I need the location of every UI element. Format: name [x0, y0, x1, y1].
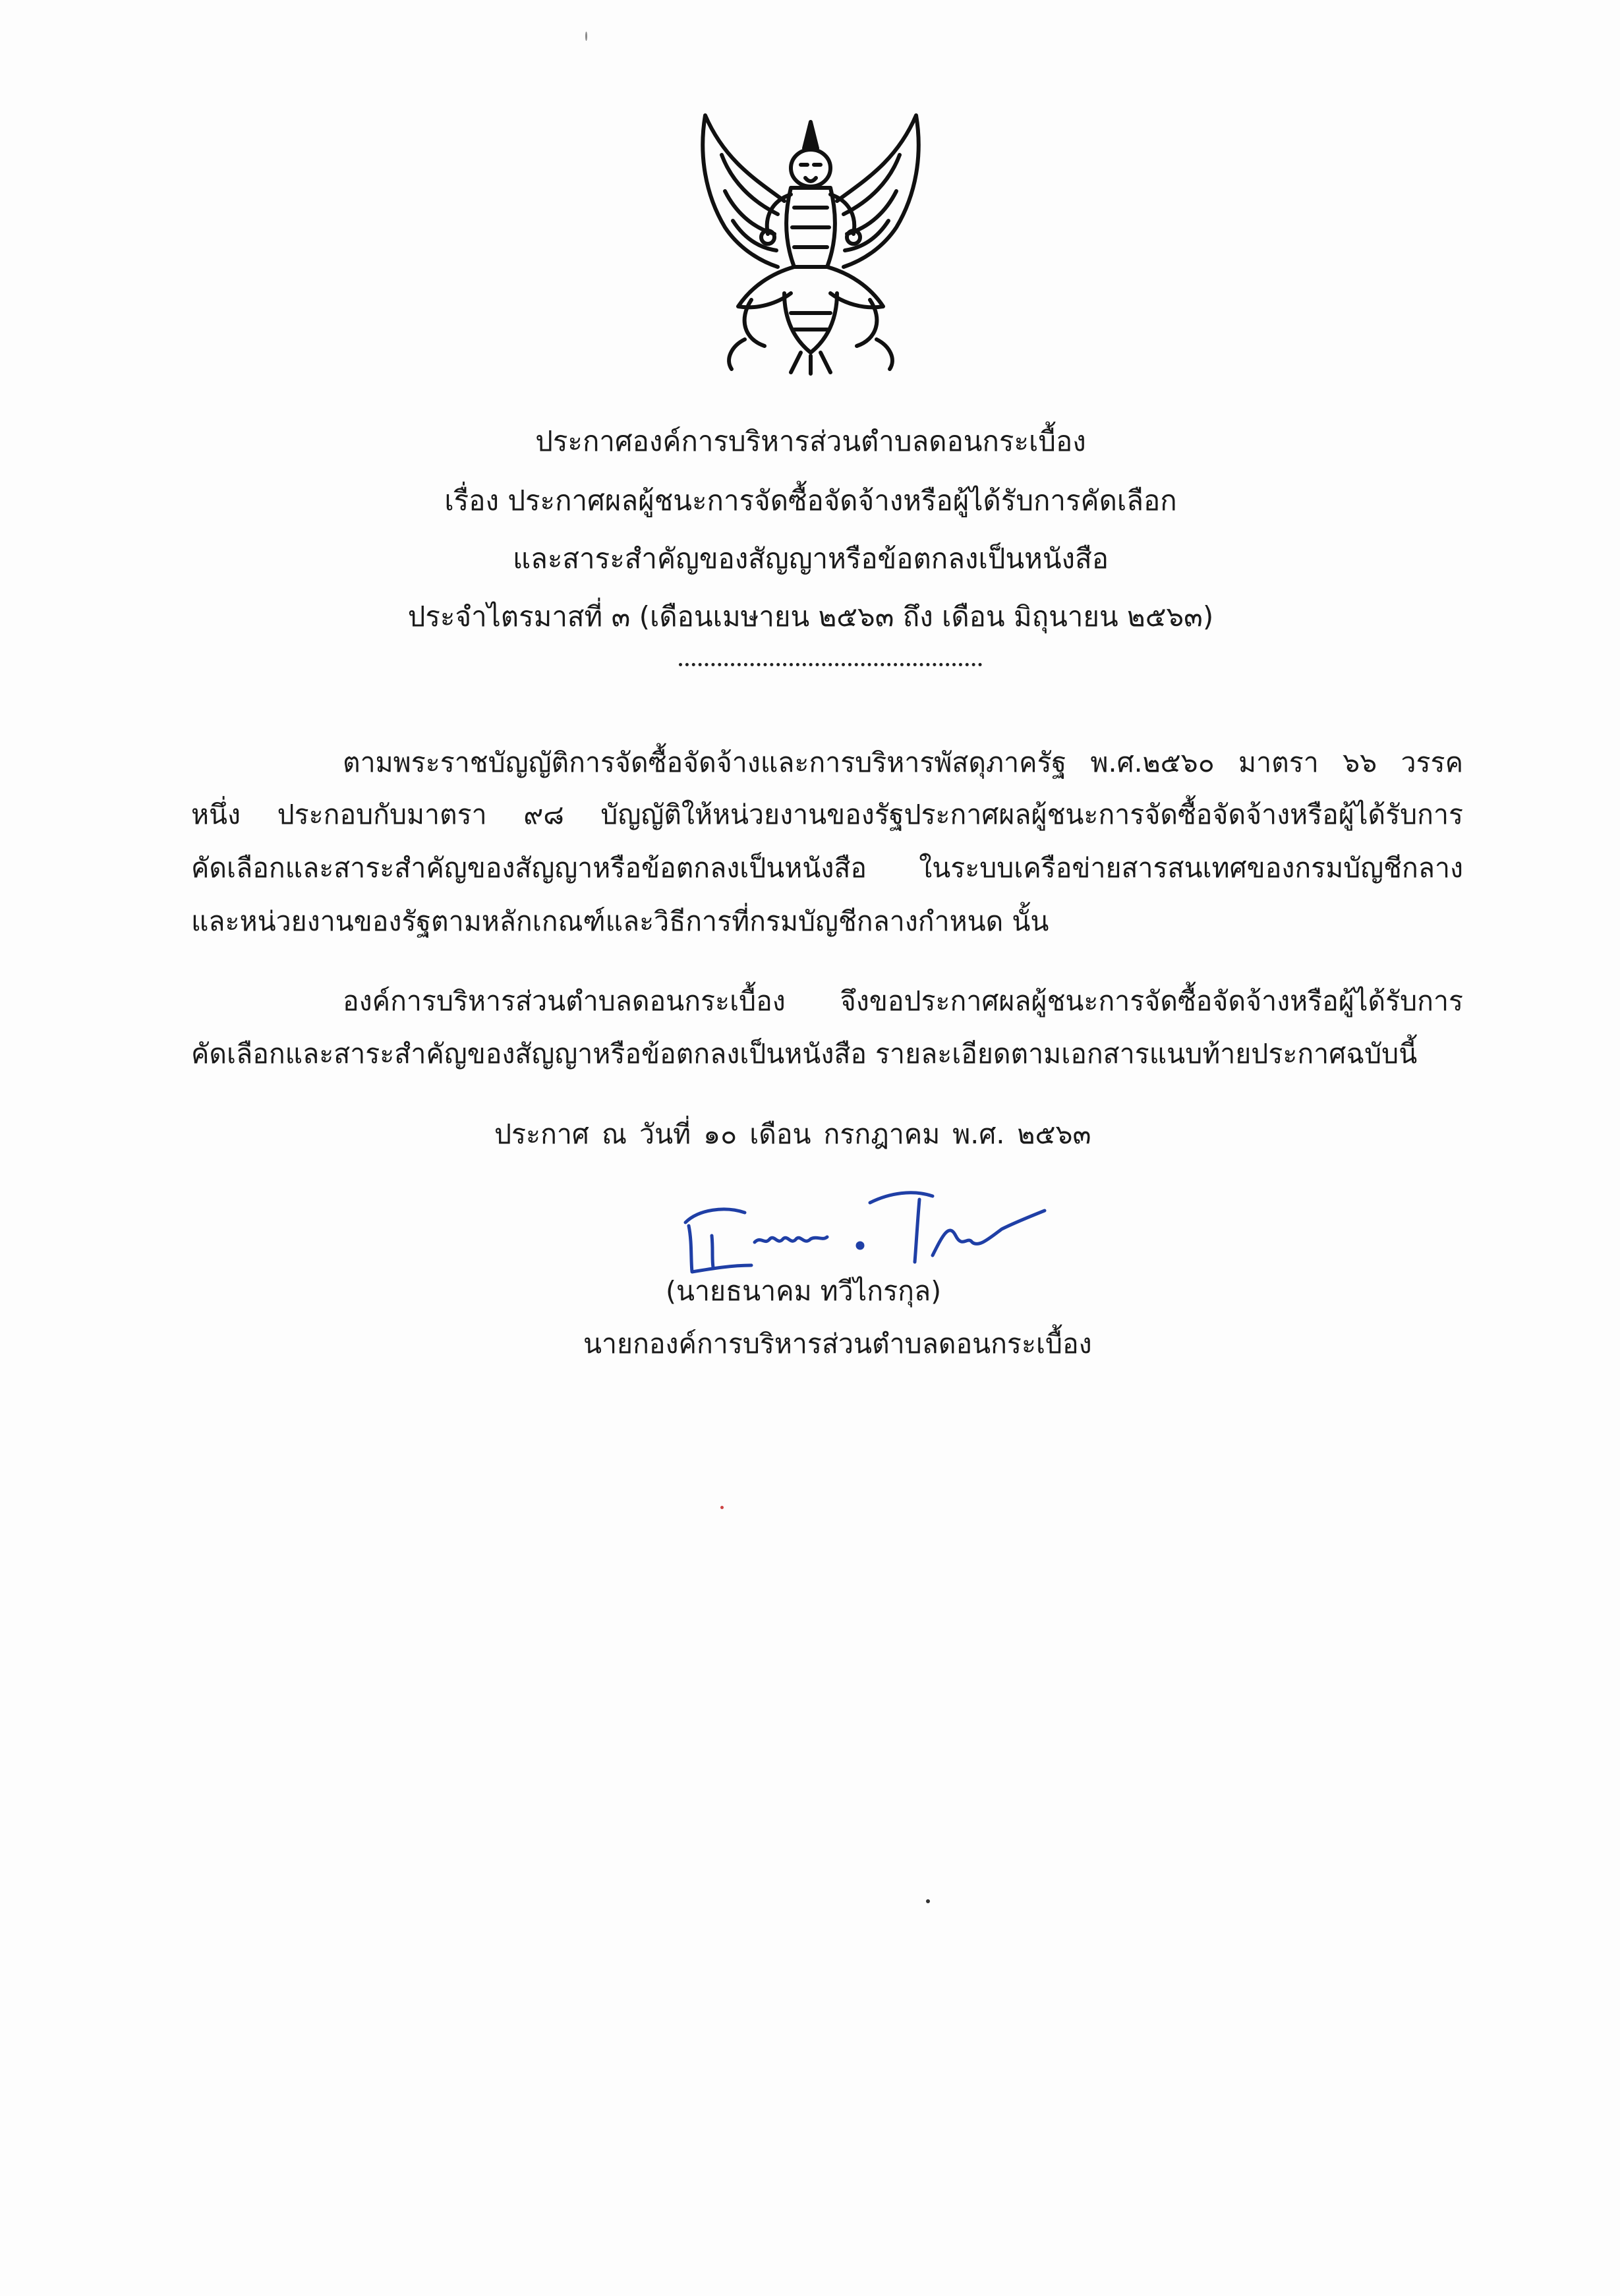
paragraph-2-line-2: คัดเลือกและสาระสำคัญของสัญญาหรือข้อตกลงเป็นหนังสือ รายละเอียดตามเอกสารแนบท้ายประกาศฉบับนี้ — [191, 1038, 1418, 1070]
announcement-period: ประจำไตรมาสที่ ๓ (เดือนเมษายน ๒๕๖๓ ถึง เดือน มิถุนายน ๒๕๖๓) — [407, 600, 1214, 633]
announcement-subject-cont: และสาระสำคัญของสัญญาหรือข้อตกลงเป็นหนังสือ — [513, 542, 1109, 575]
scan-speck — [720, 1506, 724, 1509]
paragraph-2-line-1: องค์การบริหารส่วนตำบลดอนกระเบื้อง จึงขอประกาศผลผู้ชนะการจัดซื้อจัดจ้างหรือผู้ได้รับการ — [343, 985, 1463, 1017]
paragraph-1-line-1: ตามพระราชบัญญัติการจัดซื้อจัดจ้างและการบริหารพัสดุภาครัฐ พ.ศ.๒๕๖๐ มาตรา ๖๖ วรรค — [343, 747, 1463, 778]
paragraph-1-line-2: หนึ่ง ประกอบกับมาตรา ๙๘ บัญญัติให้หน่วยงานของรัฐประกาศผลผู้ชนะการจัดซื้อจัดจ้างหรือผู้ได้รับการ — [191, 799, 1463, 830]
announcement-title: ประกาศองค์การบริหารส่วนตำบลดอนกระเบื้อง — [535, 425, 1086, 457]
signer-name: (นายธนาคม ทวีไกรกุล) — [666, 1275, 942, 1307]
paragraph-1-line-4: และหน่วยงานของรัฐตามหลักเกณฑ์และวิธีการที่กรมบัญชีกลางกำหนด นั้น — [191, 905, 1049, 937]
dotted-divider — [679, 659, 982, 666]
paragraph-1-line-3: คัดเลือกและสาระสำคัญของสัญญาหรือข้อตกลงเป็นหนังสือ ในระบบเครือข่ายสารสนเทศของกรมบัญชีกลาง — [191, 852, 1463, 884]
garuda-emblem-icon — [685, 102, 936, 379]
scan-speck — [585, 32, 587, 41]
announcement-date: ประกาศ ณ วันที่ ๑๐ เดือน กรกฎาคม พ.ศ. ๒๕๖๓ — [494, 1118, 1091, 1150]
signer-position: นายกองค์การบริหารส่วนตำบลดอนกระเบื้อง — [583, 1328, 1092, 1360]
scan-speck — [926, 1899, 930, 1903]
handwritten-signature — [672, 1163, 1055, 1288]
announcement-subject: เรื่อง ประกาศผลผู้ชนะการจัดซื้อจัดจ้างหรือผู้ได้รับการคัดเลือก — [444, 484, 1177, 517]
